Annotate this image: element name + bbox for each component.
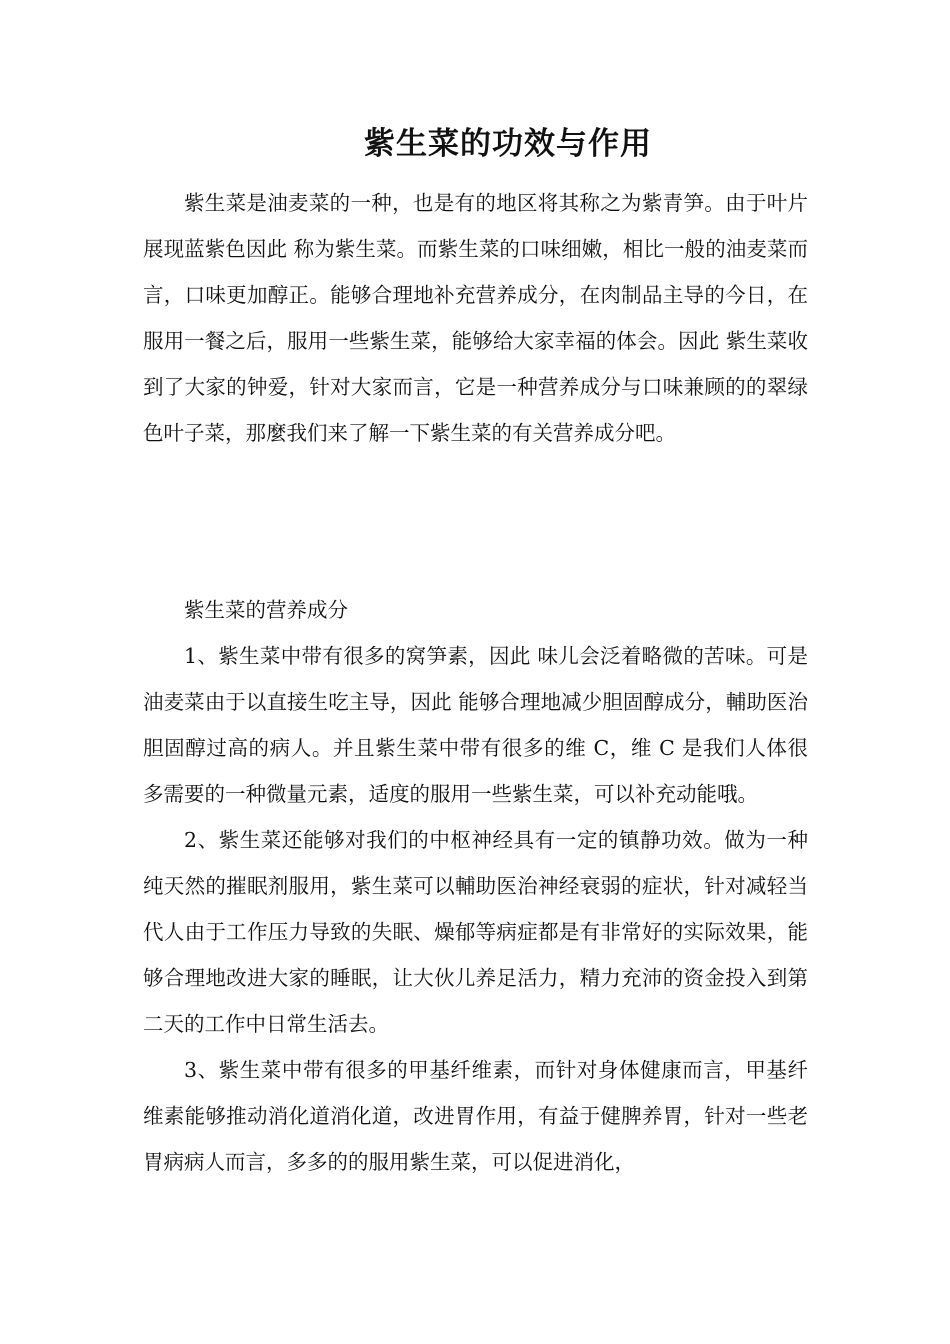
intro-paragraph: 紫生菜是油麦菜的一种，也是有的地区将其称之为紫青笋。由于叶片展现蓝紫色因此 称为紫生菜。而紫生菜的口味细嫩，相比一般的油麦菜而言，口味更加醇正。能够合理地补充营养成分，在肉制品主导的今日，在服用一餐之后，服用一些紫生菜，能够给大家幸福的体会。因此 紫生菜收到了大家的钟爱，针对大家而言，它是一种营养成分与口味兼顾的的翠绿色叶子菜，那麼我们来了解一下紫生菜的有关营养成分吧。 (143, 191, 808, 445)
point-paragraph-3: 3、紫生菜中带有很多的甲基纤维素，而针对身体健康而言，甲基纤维素能够推动消化道消化道，改进胃作用，有益于健脾养胃，针对一些老胃病病人而言，多多的的服用紫生菜，可以促进消化， (143, 1058, 808, 1174)
nutrition-section (143, 587, 808, 1185)
section-heading: 紫生菜的营养成分 (184, 598, 348, 622)
document-title: 紫生菜的功效与作用 (364, 126, 652, 162)
intro-section (143, 180, 808, 456)
point-paragraph-2: 2、紫生菜还能够对我们的中枢神经具有一定的镇静功效。做为一种纯天然的摧眠剂服用，紫生菜可以輔助医治神经衰弱的症状，针对减轻当代人由于工作压力导致的失眠、燥郁等病症都是有非常好的实际效果，能够合理地改进大家的睡眠，让大伙儿养足活力，精力充沛的资金投入到第二天的工作中日常生活去。 (143, 828, 808, 1036)
point-paragraph-1: 1、紫生菜中带有很多的窝笋素，因此 味儿会泛着略微的苦味。可是油麦菜由于以直接生吃主导，因此 能够合理地减少胆固醇成分，輔助医治胆固醇过高的病人。并且紫生菜中带有很多的维 C，维 C 是我们人体很多需要的一种微量元素，适度的服用一些紫生菜，可以补充动能哦。 (143, 644, 808, 806)
